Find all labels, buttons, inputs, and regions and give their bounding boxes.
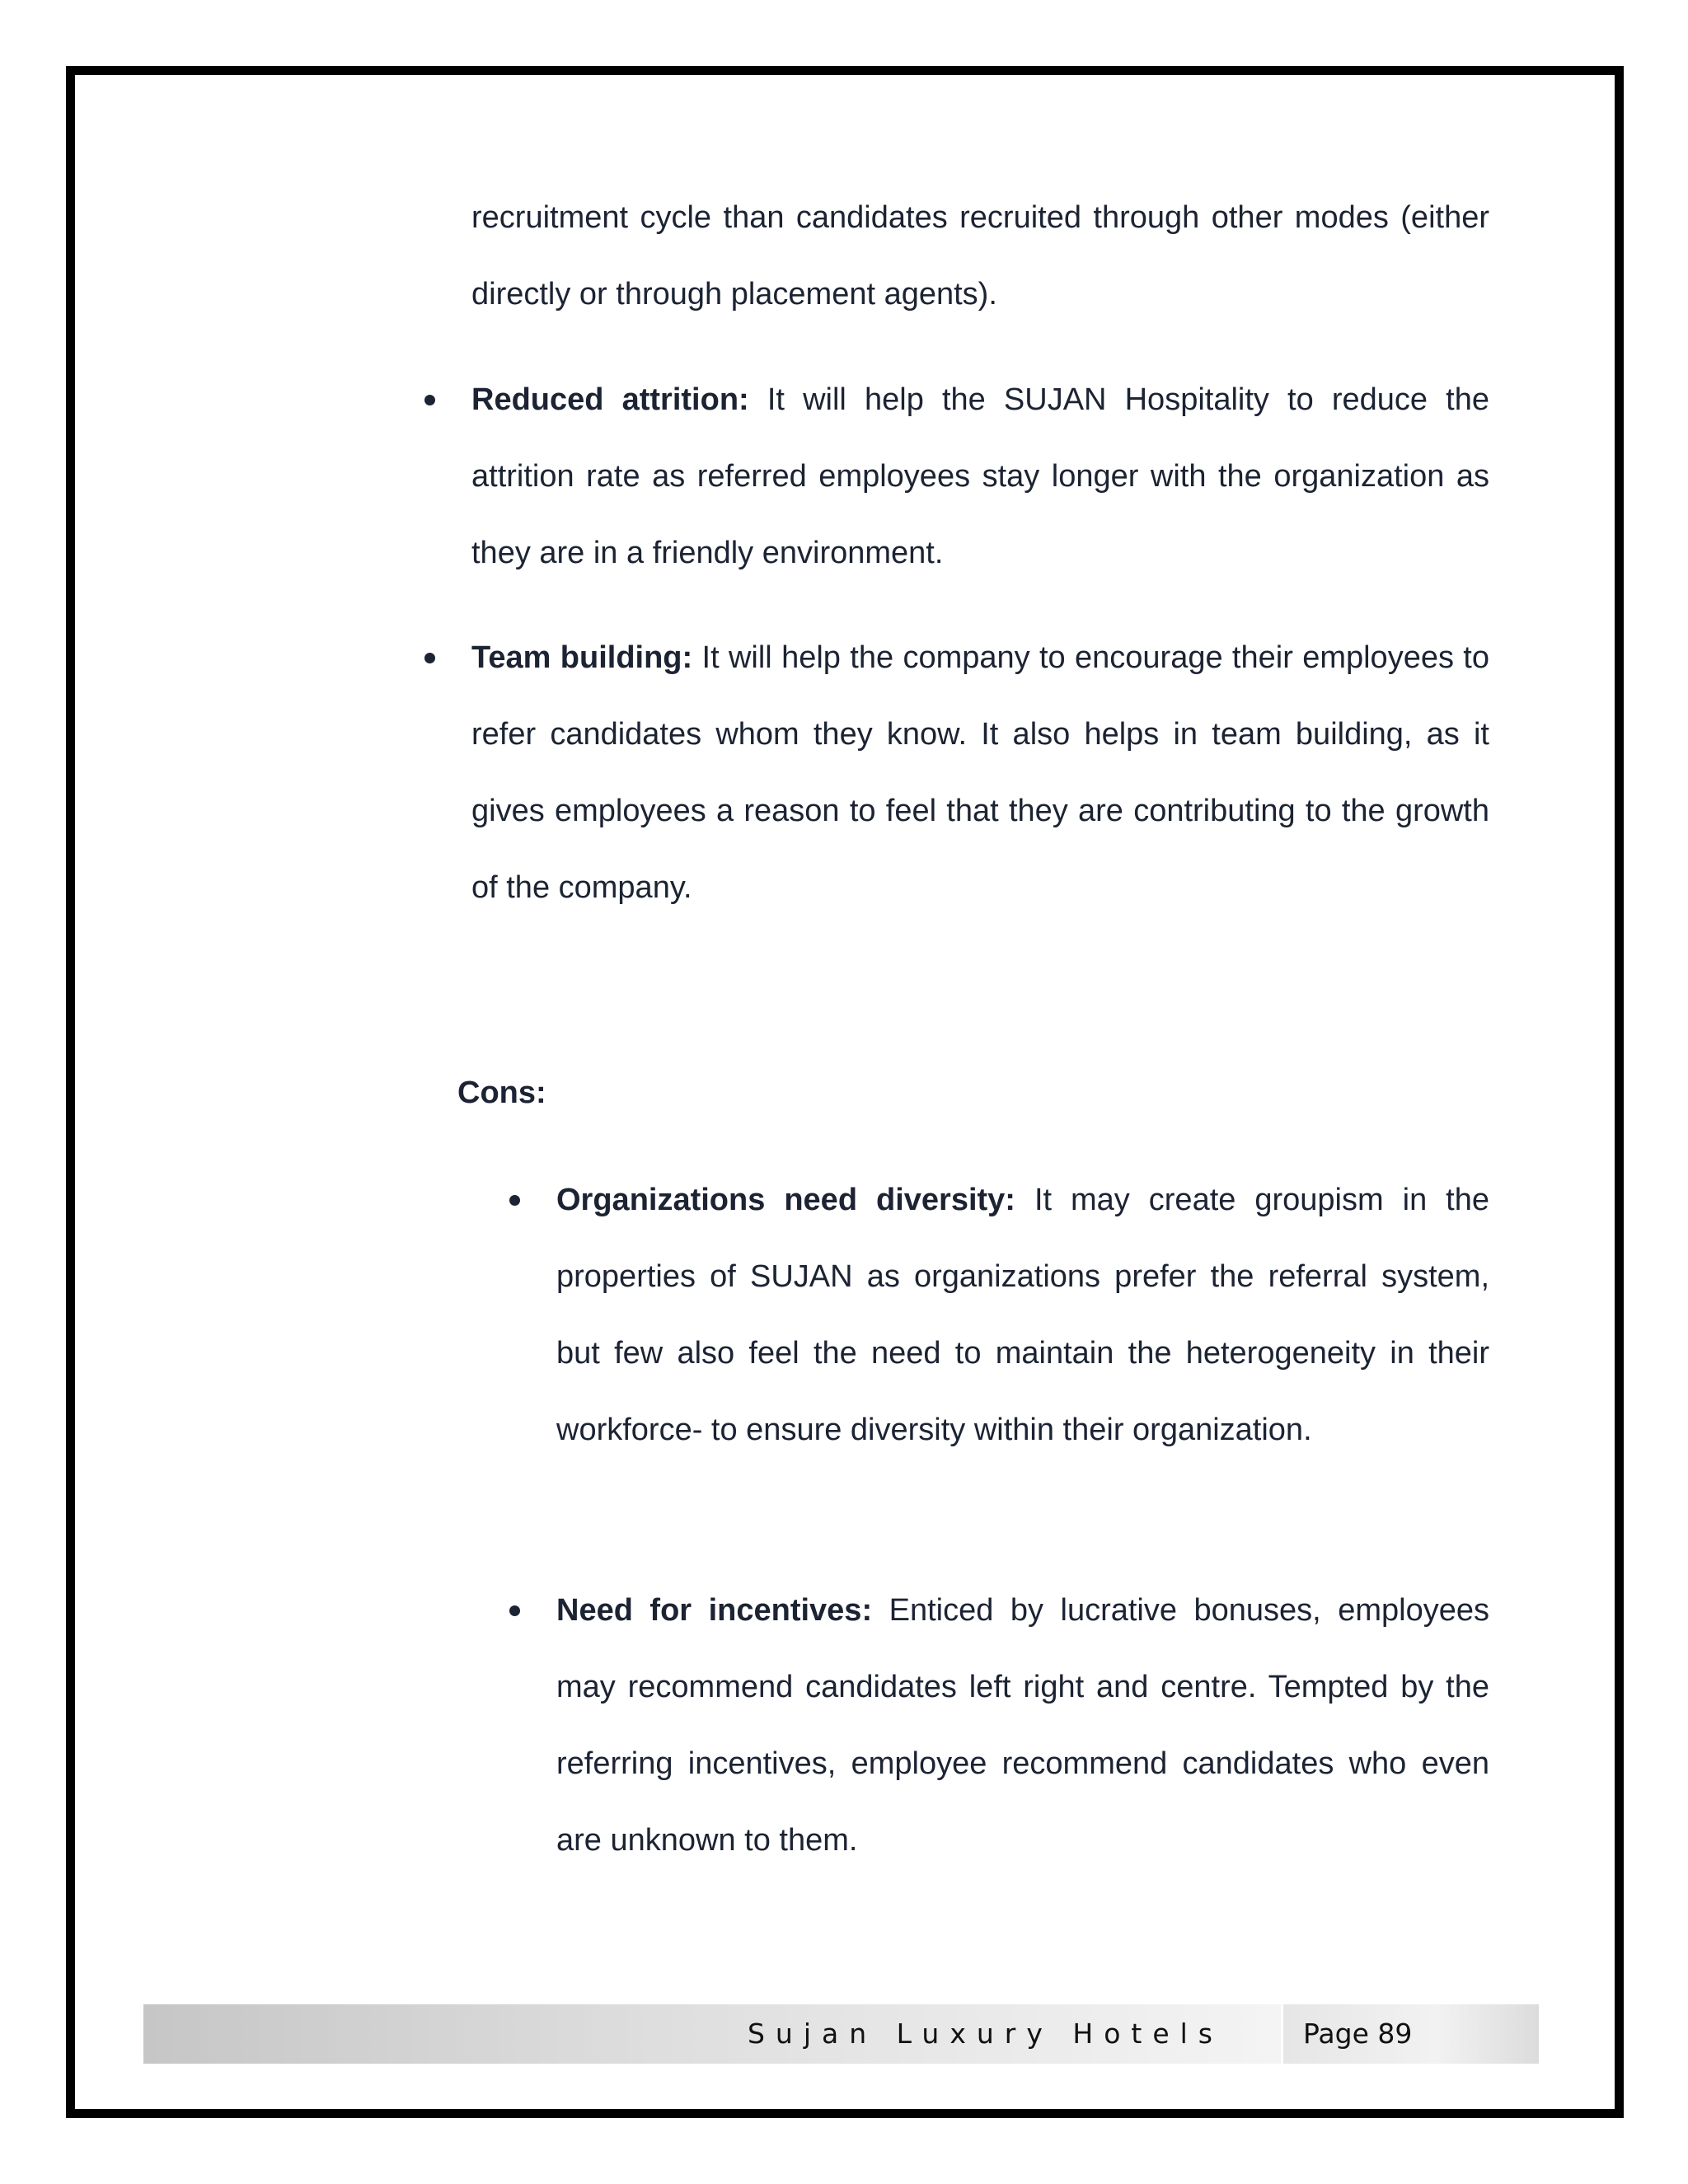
term-organizations-need-diversity: Organizations need diversity:	[556, 1183, 1015, 1217]
bullet-icon	[509, 1195, 520, 1206]
list-item-organizations-need-diversity	[556, 1162, 1489, 1469]
list-item-reduced-attrition	[471, 362, 1489, 592]
footer-bar	[143, 2004, 1281, 2064]
text-reduced-attrition: It will help the SUJAN Hospitality to reduce the attrition rate as referred employees stay longer with the organization as they are in a friendly environment.	[471, 382, 1490, 570]
term-reduced-attrition: Reduced attrition:	[471, 382, 749, 417]
term-need-for-incentives: Need for incentives:	[556, 1593, 873, 1628]
footer-title: Sujan Luxury Hotels	[747, 2018, 1223, 2050]
text-organizations-need-diversity: It may create groupism in the properties of SUJAN as organizations prefer the referral system, but few also feel the need to maintain the heterogeneity in their workforce- to ensure diversity within their organization.	[556, 1183, 1489, 1447]
list-item-team-building	[471, 620, 1489, 926]
continuation-paragraph: recruitment cycle than candidates recruited through other modes (either directly or through placement agents).	[471, 200, 1489, 312]
text-team-building: It will help the company to encourage their employees to refer candidates whom they know. It also helps in team building, as it gives employees a reason to feel that they are contributing to the growth of the company.	[471, 640, 1489, 905]
bullet-icon	[424, 653, 435, 663]
text-need-for-incentives: Enticed by lucrative bonuses, employees may recommend candidates left right and centre. Tempted by the referring incentives, employee recommend candidates who even are unknown to them.	[556, 1593, 1489, 1858]
footer-page-box	[1283, 2004, 1539, 2064]
page-number: Page 89	[1303, 2018, 1413, 2050]
term-team-building: Team building:	[471, 640, 693, 675]
bullet-icon	[424, 395, 435, 405]
list-item-need-for-incentives	[556, 1572, 1489, 1879]
cons-heading: Cons:	[457, 1076, 546, 1110]
bullet-icon	[509, 1605, 520, 1616]
